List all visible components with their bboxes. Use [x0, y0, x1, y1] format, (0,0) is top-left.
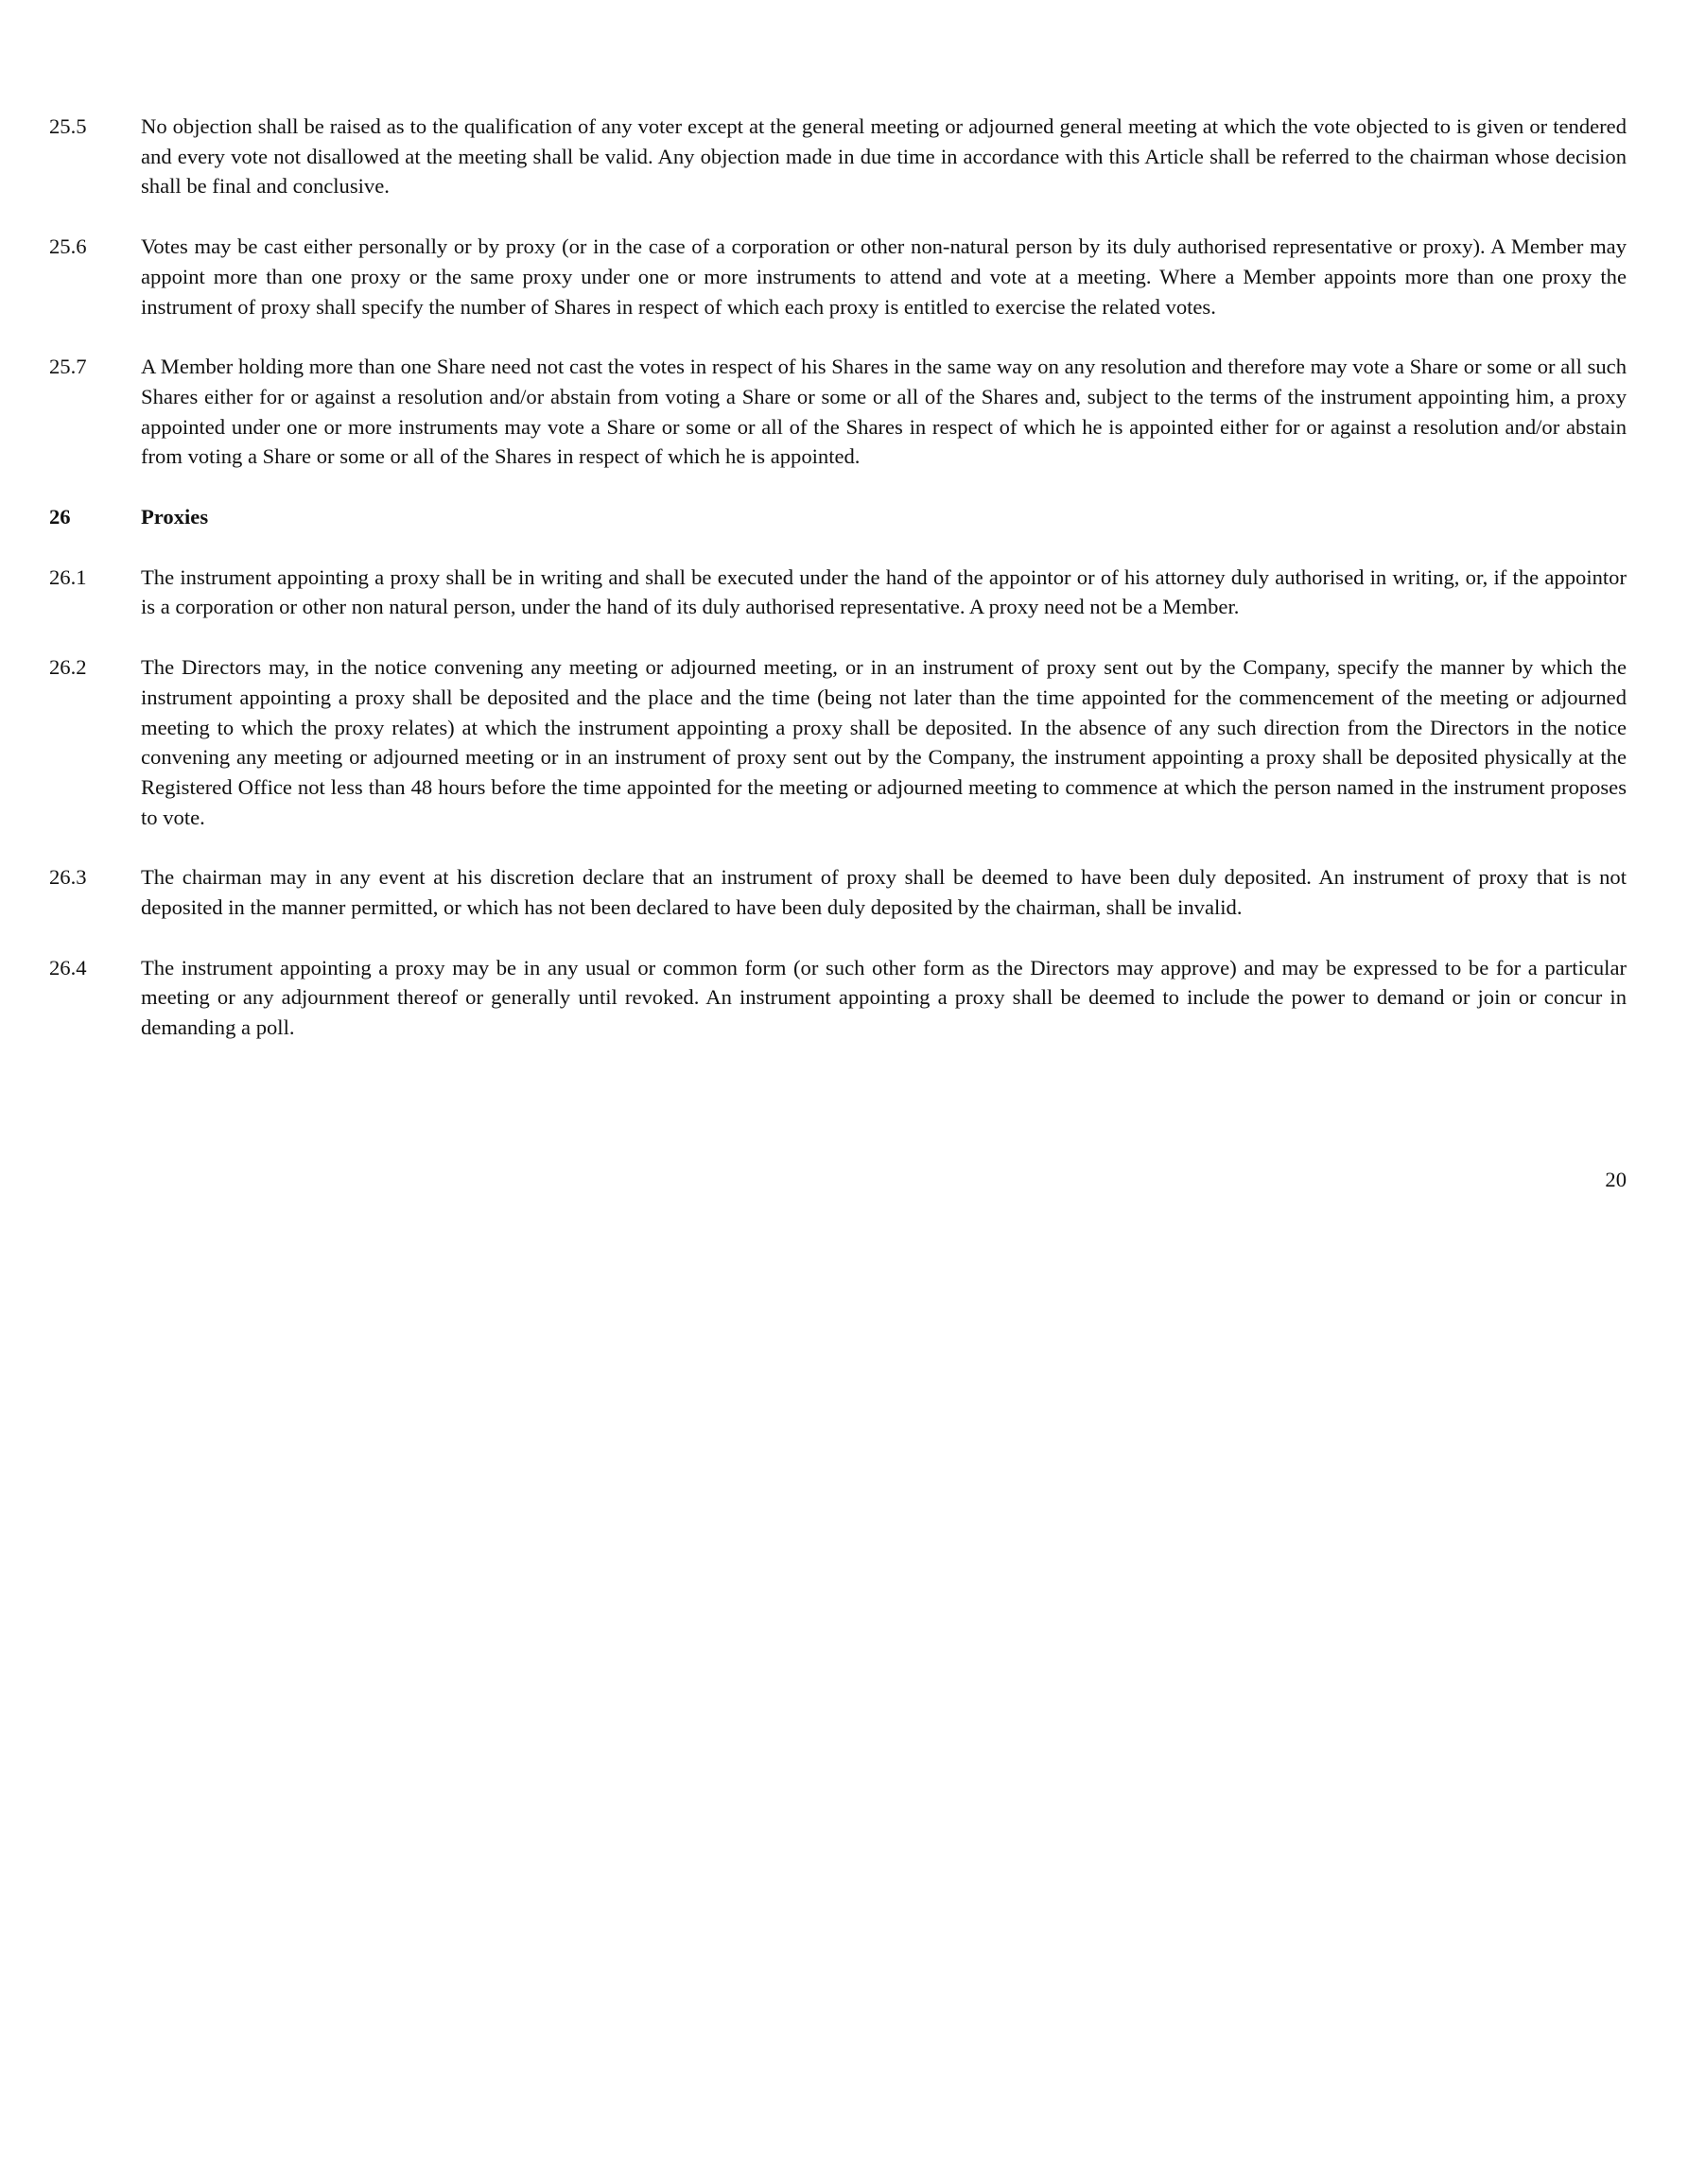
- document-page: [49, 112, 1627, 1073]
- article-number: 25.5: [49, 114, 87, 138]
- article-number: 25.6: [49, 234, 87, 259]
- article-26-2: [49, 652, 1627, 832]
- article-number: 25.7: [49, 355, 87, 379]
- article-text: The instrument appointing a proxy may be in any usual or common form (or such other form as the Directors may approve) and may be expressed to be for a particular meeting or any adjournment thereof or generally until revoked. An instrument appointing a proxy shall be deemed to include the power to demand or join or concur in demanding a poll.: [141, 955, 1627, 1040]
- article-text: No objection shall be raised as to the qualification of any voter except at the general meeting or adjourned general meeting at which the vote objected to is given or tendered and every vote not disallowed at the meeting shall be valid. Any objection made in due time in accordance with this Article shall be referred to the chairman whose decision shall be final and conclusive.: [141, 114, 1627, 199]
- article-25-7: [49, 352, 1627, 472]
- article-number: 26.4: [49, 955, 87, 979]
- article-26-1: [49, 563, 1627, 622]
- article-number: 26.3: [49, 865, 87, 890]
- section-number: 26: [49, 505, 71, 529]
- article-26-3: [49, 862, 1627, 922]
- page-number: 20: [1605, 1168, 1627, 1191]
- article-number: 26.2: [49, 655, 87, 680]
- article-text: The chairman may in any event at his discretion declare that an instrument of proxy shall be deemed to have been duly deposited. An instrument of proxy that is not deposited in the manner permitted, or which has not been declared to have been duly deposited by the chairman, shall be invalid.: [141, 865, 1627, 920]
- section-heading-proxies: [49, 502, 1627, 532]
- article-number: 26.1: [49, 564, 87, 589]
- article-25-6: [49, 232, 1627, 321]
- article-text: A Member holding more than one Share need not cast the votes in respect of his Shares in the same way on any resolution and therefore may vote a Share or some or all such Shares either for or against a resolution and/or abstain from voting a Share or some or all of the Shares and, subject to the terms of the instrument appointing him, a proxy appointed under one or more instruments may vote a Share or some or all of the Shares in respect of which he is appointed either for or against a resolution and/or abstain from voting a Share or some or all of the Shares in respect of which he is appointed.: [141, 355, 1627, 469]
- article-text: The Directors may, in the notice convening any meeting or adjourned meeting, or in an instrument of proxy sent out by the Company, specify the manner by which the instrument appointing a proxy shall be deposited and the place and the time (being not later than the time appointed for the commencement of the meeting or adjourned meeting to which the proxy relates) at which the instrument appointing a proxy shall be deposited. In the absence of any such direction from the Directors in the notice convening any meeting or adjourned meeting or in an instrument of proxy sent out by the Company, the instrument appointing a proxy shall be deposited physically at the Registered Office not less than 48 hours before the time appointed for the meeting or adjourned meeting to commence at which the person named in the instrument proposes to vote.: [141, 655, 1627, 829]
- article-text: The instrument appointing a proxy shall be in writing and shall be executed under the hand of the appointor or of his attorney duly authorised in writing, or, if the appointor is a corporation or other non natural person, under the hand of its duly authorised representative. A proxy need not be a Member.: [141, 564, 1627, 619]
- article-25-5: [49, 112, 1627, 201]
- article-26-4: [49, 953, 1627, 1043]
- article-text: Votes may be cast either personally or by proxy (or in the case of a corporation or other non-natural person by its duly authorised representative or proxy). A Member may appoint more than one proxy or the same proxy under one or more instruments to attend and vote at a meeting. Where a Member appoints more than one proxy the instrument of proxy shall specify the number of Shares in respect of which each proxy is entitled to exercise the related votes.: [141, 234, 1627, 319]
- section-title: Proxies: [141, 505, 209, 529]
